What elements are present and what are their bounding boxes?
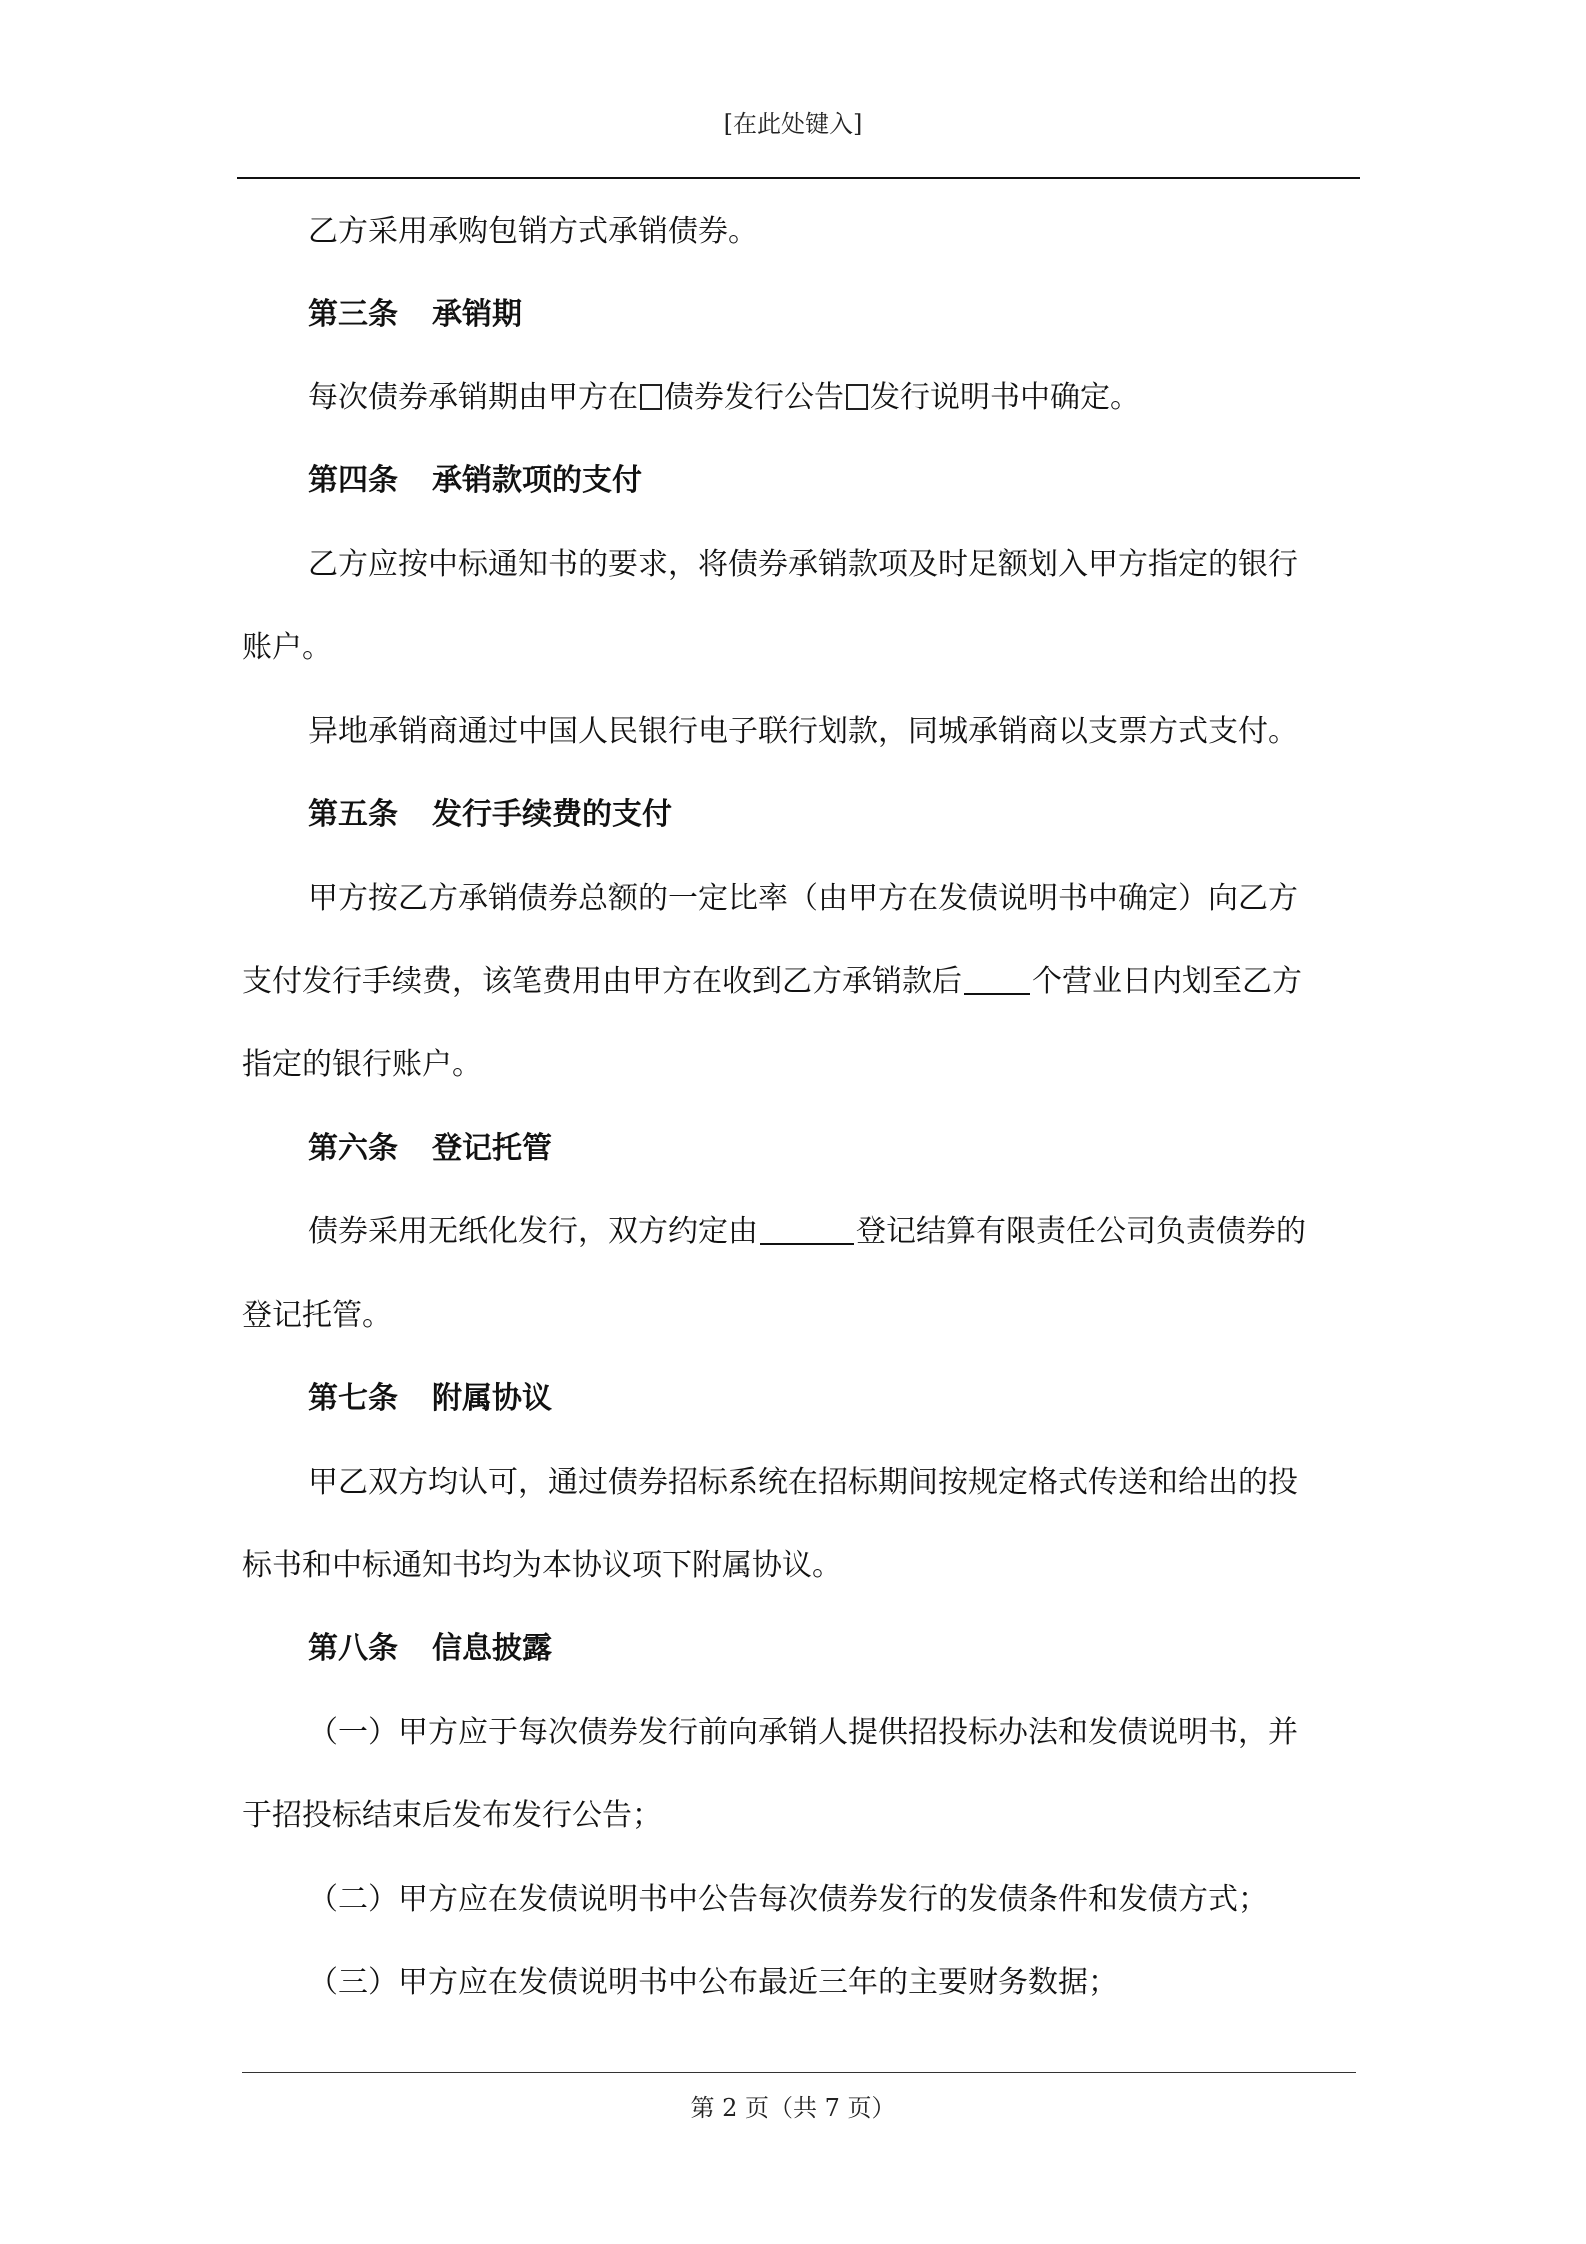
footer-divider <box>242 2072 1356 2073</box>
missing-glyph-box <box>640 384 662 410</box>
header-divider <box>237 177 1360 179</box>
paragraph-line: 乙方应按中标通知书的要求，将债券承销款项及时足额划入甲方指定的银行 <box>308 547 1298 582</box>
article-heading-8 <box>308 1629 552 1669</box>
paragraph-line: 标书和中标通知书均为本协议项下附属协议。 <box>242 1548 842 1583</box>
article-title: 承销期 <box>432 297 522 332</box>
page-header: [在此处键入] <box>723 110 863 138</box>
article-title: 信息披露 <box>432 1631 552 1666</box>
text-segment: 支付发行手续费，该笔费用由甲方在收到乙方承销款后 <box>242 964 962 999</box>
paragraph-line <box>242 962 1302 1002</box>
article-heading-7 <box>308 1379 552 1419</box>
article-title: 发行手续费的支付 <box>432 797 672 832</box>
article-heading-5 <box>308 795 672 835</box>
page-number: 第 2 页（共 7 页） <box>690 2094 896 2122</box>
article-heading-3 <box>308 295 522 335</box>
text-segment: 登记结算有限责任公司负责债券的 <box>856 1214 1306 1249</box>
article-number: 第六条 <box>308 1131 398 1166</box>
paragraph-line <box>308 1212 1306 1252</box>
paragraph: （二）甲方应在发债说明书中公告每次债券发行的发债条件和发债方式； <box>308 1882 1268 1917</box>
text-segment: 债券发行公告 <box>664 380 844 415</box>
article-number: 第五条 <box>308 797 398 832</box>
article-number: 第八条 <box>308 1631 398 1666</box>
paragraph-line: 指定的银行账户。 <box>242 1047 482 1082</box>
paragraph: 乙方采用承购包销方式承销债券。 <box>308 214 758 249</box>
article-title: 附属协议 <box>432 1381 552 1416</box>
article-heading-6 <box>308 1129 552 1169</box>
paragraph: 异地承销商通过中国人民银行电子联行划款，同城承销商以支票方式支付。 <box>308 714 1298 749</box>
fill-in-blank <box>964 963 1030 995</box>
article-title: 登记托管 <box>432 1131 552 1166</box>
fill-in-blank <box>760 1213 854 1245</box>
missing-glyph-box <box>846 384 868 410</box>
text-segment: 发行说明书中确定。 <box>870 380 1140 415</box>
paragraph: （三）甲方应在发债说明书中公布最近三年的主要财务数据； <box>308 1965 1118 2000</box>
paragraph-line: 甲乙双方均认可，通过债券招标系统在招标期间按规定格式传送和给出的投 <box>308 1465 1298 1500</box>
paragraph-line: 登记托管。 <box>242 1298 392 1333</box>
text-segment: 每次债券承销期由甲方在 <box>308 380 638 415</box>
paragraph-line: 于招投标结束后发布发行公告； <box>242 1798 662 1833</box>
text-segment: 个营业日内划至乙方 <box>1032 964 1302 999</box>
article-heading-4 <box>308 461 642 501</box>
text-segment: 债券采用无纸化发行，双方约定由 <box>308 1214 758 1249</box>
paragraph-line: 甲方按乙方承销债券总额的一定比率（由甲方在发债说明书中确定）向乙方 <box>308 881 1298 916</box>
article-number: 第三条 <box>308 297 398 332</box>
article-title: 承销款项的支付 <box>432 463 642 498</box>
paragraph-line: 账户。 <box>242 630 332 665</box>
article-number: 第七条 <box>308 1381 398 1416</box>
paragraph <box>308 378 1140 418</box>
paragraph-line: （一）甲方应于每次债券发行前向承销人提供招投标办法和发债说明书，并 <box>308 1715 1298 1750</box>
article-number: 第四条 <box>308 463 398 498</box>
